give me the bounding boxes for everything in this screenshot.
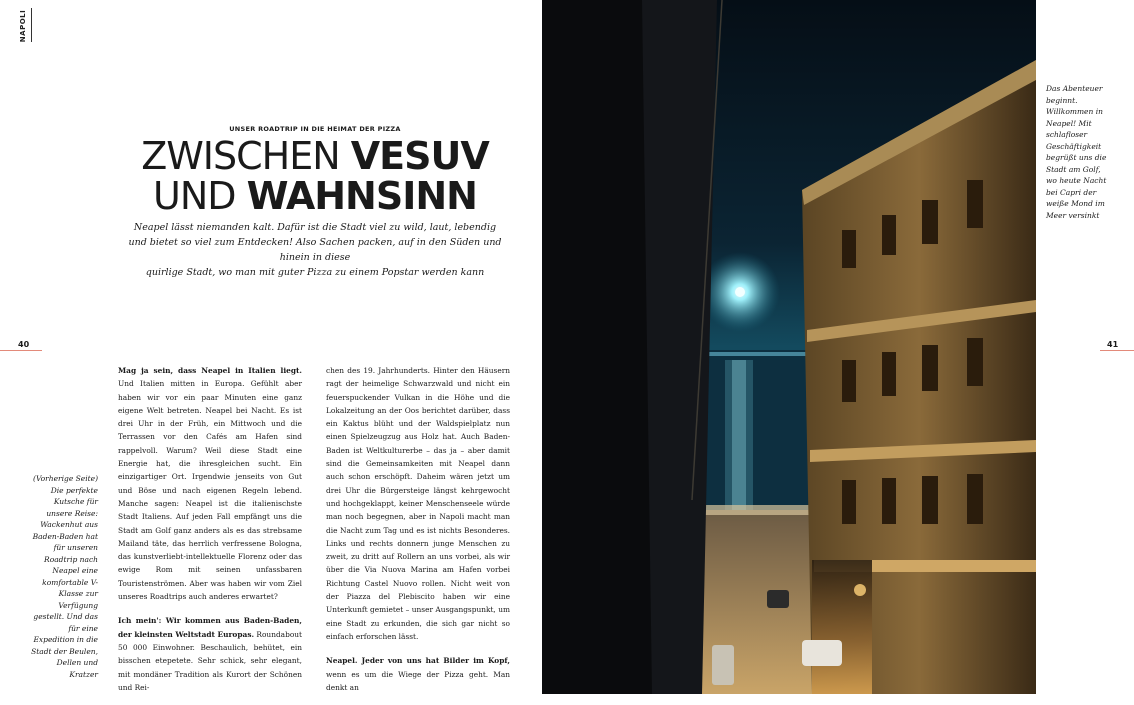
paragraph-lead-in: Neapel. Jeder von uns hat Bilder im Kopf, <box>326 656 510 666</box>
body-paragraph <box>118 614 302 694</box>
paragraph-lead-in: Ich mein': Wir kommen aus Baden-Baden, der kleinsten Weltstadt Europas. <box>118 616 302 639</box>
body-column-1 <box>118 364 302 705</box>
body-paragraph <box>326 654 510 694</box>
page-rule-right <box>1100 350 1134 351</box>
lead-paragraph <box>115 220 515 280</box>
paragraph-text: wenn es um die Wiege der Pizza geht. Man denkt an <box>326 669 510 692</box>
kicker: UNSER ROADTRIP IN DIE HEIMAT DER PIZZA <box>229 125 401 133</box>
photo-caption-left: (Vorherige Seite) Die perfekte Kutsche für unsere Reise: Wackenhut aus Baden-Baden hat für unseren Roadtrip nach Neapel eine komfortable V-Klasse zur Verfügung gestellt. Und das für eine Expedition in die Stadt der Beulen, Dellen und Kratzer <box>31 474 98 679</box>
article-title <box>140 136 490 216</box>
title-line1-bold: VESUV <box>350 134 489 178</box>
page-number-right: 41 <box>1107 340 1119 349</box>
page-rule-left <box>0 350 42 351</box>
body-paragraph: chen des 19. Jahrhunderts. Hinter den Häusern ragt der heimelige Schwarzwald und nicht ein feuerspuckender Vulkan in die Höhe und die Lokalzeitung an der Oos berichtet darüber, dass ein Kaktus blüht und der Waldspielplatz nun einen Spielzeugzug aus Holz hat. Auch Baden-Baden ist Weltkulturerbe – das ja – aber damit sind die Gemeinsamkeiten mit Neapel dann auch schon erschöpft. Daheim wären jetzt um drei Uhr die Bürgersteige längst kehrgewocht und hochgeklappt, keiner Menschenseele würde man noch begegnen, aber in Napoli macht man die Nacht zum Tag und es ist nichts Besonderes. Links und rechts donnern junge Menschen zu zweit, zu dritt auf Rollern an uns vorbei, als wir über die Via Nuova Marina am Hafen vorbei Richtung Castel Nuovo rollen. Nicht weit von der Piazza del Plebiscito haben wir eine Unterkunft gemietet – unser Ausgangspunkt, um eine Stadt zu erkunden, die sich gar nicht so einfach erforschen lässt. <box>326 366 510 641</box>
paragraph-text: Roundabout 50 000 Einwohner. Beschaulich, behütet, ein bisschen etepetete. Sehr schick, sehr elegant, mit mondäner Tradition als Kurort der Schönen und Rei- <box>118 629 303 692</box>
paragraph-text: Und Italien mitten in Europa. Gefühlt aber haben wir vor ein paar Minuten eine ganz eigene Welt betreten. Neapel bei Nacht. Es ist drei Uhr in der Früh, ein Mittwoch und die Terrassen vor den Cafés am Hafen sind rappelvoll. Warum? Weil diese Stadt eine Energie hat, die ihresgleichen sucht. Ein einzigartiger Ort. Irgendwie jenseits von Gut und Böse und nach eigenen Regeln lebend. Manche sagen: Neapel ist die italienischste Stadt Italiens. Auf jeden Fall empfängt uns die Stadt am Golf ganz anders als es das strebsame Mailand täte, das herrlich verfressene Bologna, das kunstverliebt-intellektuelle Florenz oder das ewige Rom mit seinen unfassbaren Touristenströmen. Aber was haben wir vom Ziel unseres Roadtrips auch anderes erwartet? <box>118 379 302 602</box>
lead-line: Neapel lässt niemanden kalt. Dafür ist die Stadt viel zu wild, laut, lebendig <box>133 222 497 233</box>
body-column-2 <box>326 364 510 705</box>
body-paragraph <box>118 364 302 603</box>
lead-line: und bietet so viel zum Entdecken! Also Sachen packen, auf in den Süden und hinein in diese <box>128 237 502 263</box>
lead-line: quirlige Stadt, wo man mit guter Pizza zu einem Popstar werden kann <box>145 267 485 278</box>
paragraph-lead-in: Mag ja sein, dass Neapel in Italien liegt. <box>118 366 302 375</box>
night-street-photo <box>542 0 1036 694</box>
title-line2-thin: UND <box>153 174 247 218</box>
page-number-left: 40 <box>18 340 30 349</box>
section-tag: NAPOLI <box>13 8 32 42</box>
photo-caption-right: Das Abenteuer beginnt. Willkommen in Neapel! Mit schlafloser Geschäftigkeit begrüßt uns die Stadt am Golf, wo heute Nacht bei Capri der weiße Mond im Meer versinkt <box>1046 84 1107 220</box>
title-line2-bold: WAHNSINN <box>246 174 477 218</box>
title-line1-thin: ZWISCHEN <box>141 134 351 178</box>
